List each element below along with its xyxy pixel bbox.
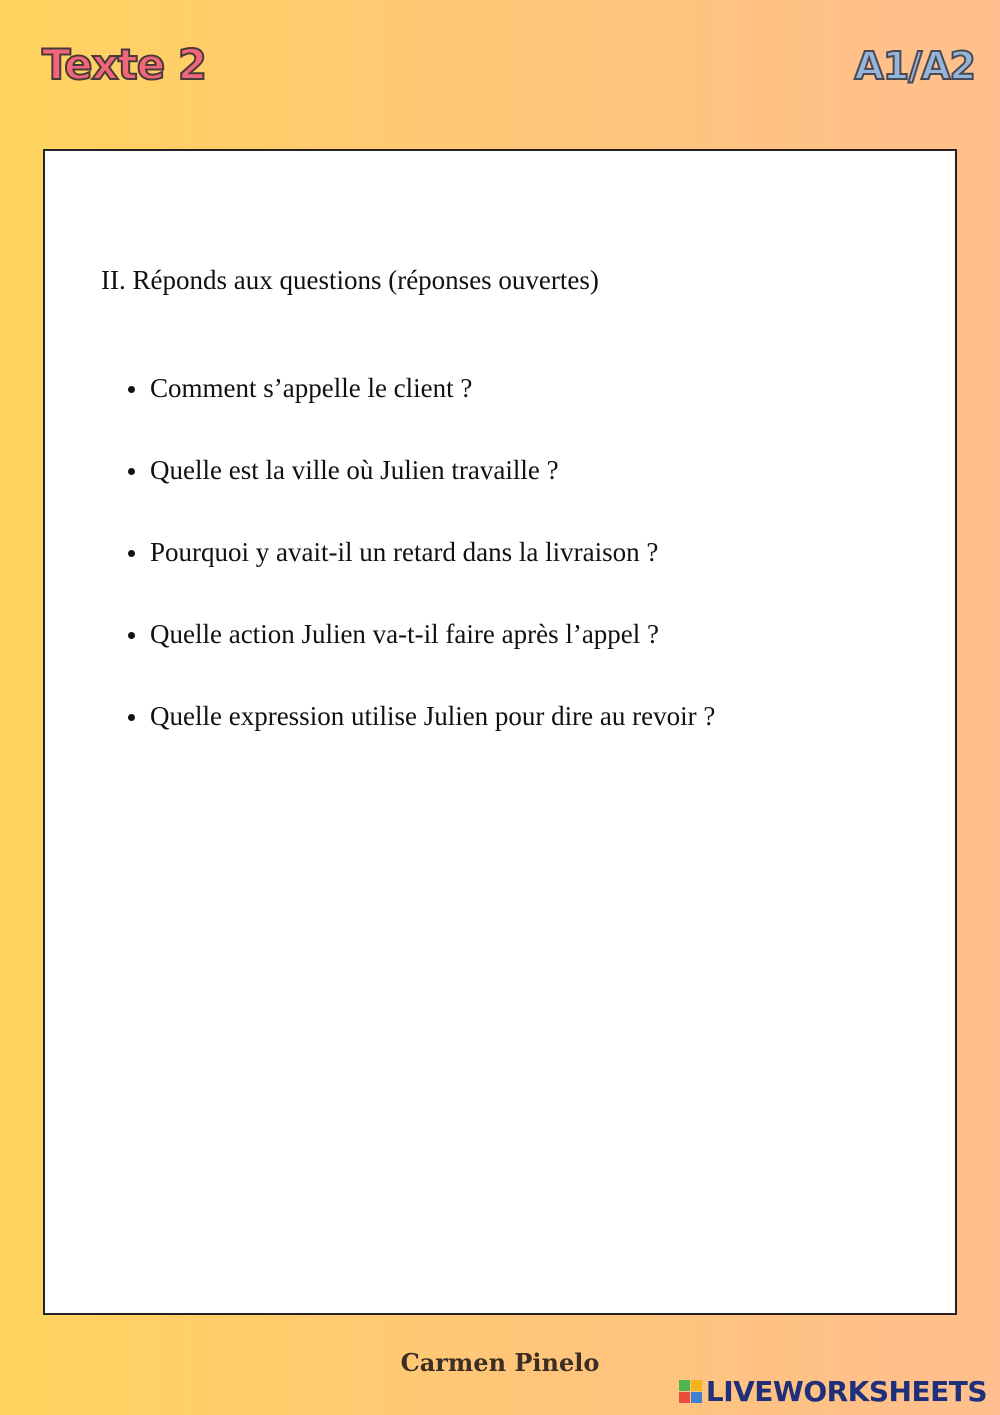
logo-square-blue — [691, 1392, 702, 1403]
liveworksheets-brand[interactable] — [679, 1375, 987, 1408]
question-item — [128, 593, 715, 675]
exercise-heading: II. Réponds aux questions (réponses ouvertes) — [101, 265, 599, 295]
brand-text: LIVEWORKSHEETS — [705, 1375, 987, 1408]
bullet-icon — [128, 632, 135, 639]
worksheet-card — [43, 149, 957, 1315]
bullet-icon — [128, 468, 135, 475]
question-text: Quelle est la ville où Julien travaille ? — [150, 454, 559, 485]
author-name: Carmen Pinelo — [400, 1348, 600, 1377]
question-text: Pourquoi y avait-il un retard dans la livraison ? — [150, 536, 659, 567]
question-item — [128, 347, 715, 429]
question-text: Quelle action Julien va-t-il faire après l’appel ? — [150, 618, 660, 649]
bullet-icon — [128, 386, 135, 393]
logo-square-green — [679, 1380, 690, 1391]
worksheet-title: Texte 2 — [42, 40, 207, 89]
logo-square-red — [679, 1392, 690, 1403]
question-item — [128, 511, 715, 593]
level-badge: A1/A2 — [854, 44, 975, 88]
bullet-icon — [128, 714, 135, 721]
liveworksheets-logo-icon — [679, 1380, 702, 1403]
question-text: Quelle expression utilise Julien pour dire au revoir ? — [150, 700, 716, 731]
logo-square-yellow — [691, 1380, 702, 1391]
question-item — [128, 675, 715, 757]
question-list — [128, 347, 715, 757]
bullet-icon — [128, 550, 135, 557]
question-item — [128, 429, 715, 511]
question-text: Comment s’appelle le client ? — [150, 372, 473, 403]
